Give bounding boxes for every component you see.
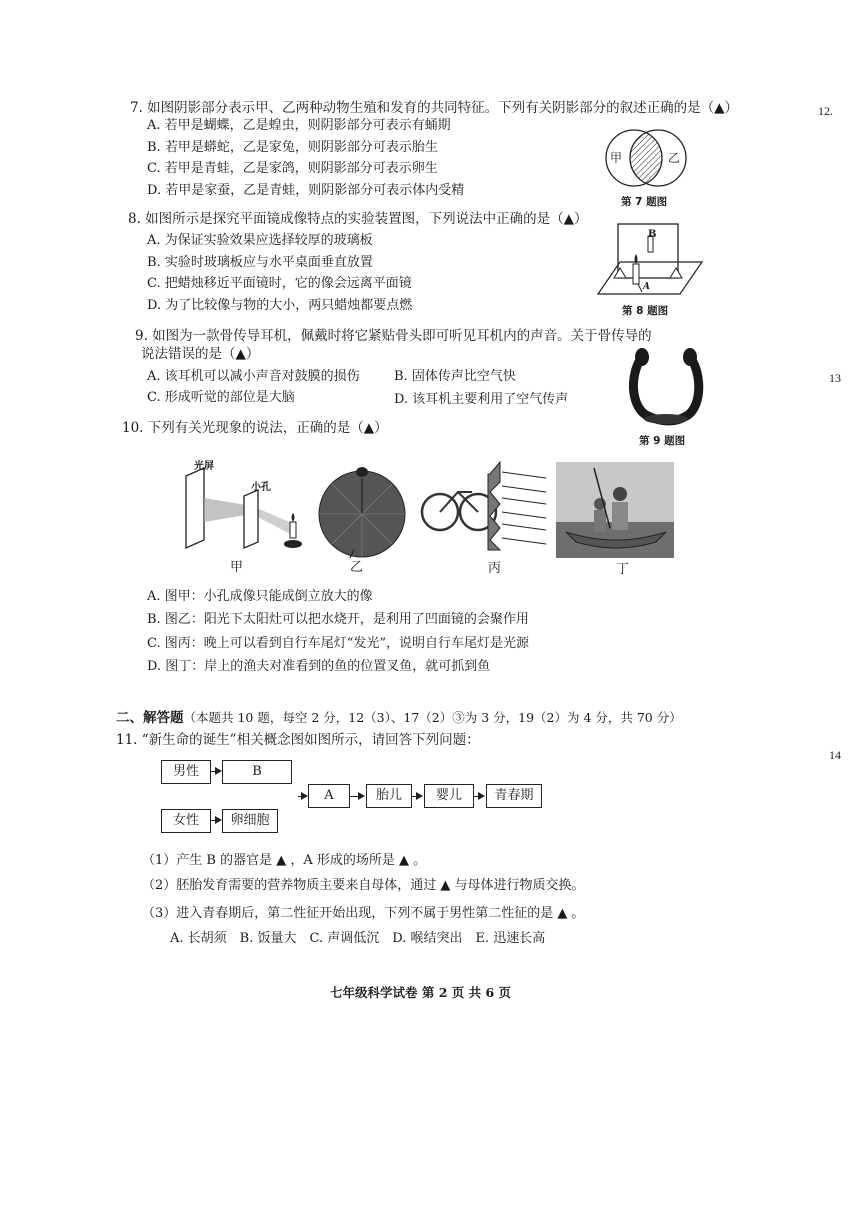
- concept-box-baby: 婴儿: [424, 784, 474, 808]
- pinhole-imaging-figure: [178, 462, 308, 554]
- q10-option-d: D. 图丁：岸上的渔夫对准看到的鱼的位置叉鱼，就可抓到鱼: [147, 659, 491, 674]
- bone-conduction-headphone-figure: [624, 343, 706, 427]
- section2-title: 二、解答题: [116, 710, 184, 726]
- q9-option-b: B. 固体传声比空气快: [394, 369, 516, 384]
- concept-box-female: 女性: [161, 809, 211, 833]
- panel-label-yi: 乙: [350, 560, 364, 575]
- q10-option-b: B. 图乙：阳光下太阳灶可以把水烧开，是利用了凹面镜的会聚作用: [147, 612, 529, 627]
- arrow-female-to-egg: [210, 820, 220, 821]
- solar-cooker-figure: [310, 460, 416, 558]
- q9-option-c: C. 形成听觉的部位是大脑: [147, 390, 295, 405]
- concept-box-male: 男性: [161, 760, 211, 784]
- q7-option-d: D. 若甲是家蚕，乙是青蛙，则阴影部分可表示体内受精: [147, 183, 465, 198]
- arrow-baby-to-youth: [473, 796, 483, 797]
- q9-caption: 第 9 题图: [639, 435, 686, 447]
- concept-box-egg: 卵细胞: [222, 809, 278, 833]
- q11-sub1: （1）产生 B 的器官是 ▲ ，A 形成的场所是 ▲ 。: [142, 853, 427, 868]
- mirror-label-b: B: [648, 229, 657, 240]
- panel-label-jia: 甲: [230, 560, 244, 575]
- section2-detail: （本题共 10 题，每空 2 分，12（3）、17（2）③为 3 分，19（2）为 4 分，共 70 分）: [183, 710, 682, 725]
- side-number-14: 14: [829, 748, 841, 762]
- q8-caption: 第 8 题图: [622, 305, 669, 317]
- mirror-label-a: A: [643, 282, 650, 292]
- concept-box-b: B: [222, 760, 292, 784]
- q10-stem: 10. 下列有关光现象的说法，正确的是（▲）: [122, 420, 388, 436]
- q10-option-a: A. 图甲：小孔成像只能成倒立放大的像: [147, 589, 373, 604]
- venn-label-left: 甲: [610, 151, 623, 165]
- q11-sub2: （2）胚胎发育需要的营养物质主要来自母体，通过 ▲ 与母体进行物质交换。: [142, 878, 585, 893]
- q8-option-c: C. 把蜡烛移近平面镜时，它的像会远离平面镜: [147, 276, 412, 291]
- concept-box-a: A: [308, 784, 350, 808]
- label-screen: 光屏: [194, 461, 214, 472]
- q8-option-d: D. 为了比较像与物的大小，两只蜡烛都要点燃: [147, 298, 413, 313]
- panel-label-bing: 丙: [488, 561, 502, 576]
- q8-stem: 8. 如图所示是探究平面镜成像特点的实验装置图，下列说法中正确的是（▲）: [128, 211, 588, 227]
- q11-stem: 11. “新生命的诞生”相关概念图如图所示，请回答下列问题：: [116, 732, 480, 748]
- q9-stem-line1: 9. 如图为一款骨传导耳机，佩戴时将它紧贴骨头即可听见耳机内的声音。关于骨传导的: [135, 328, 652, 344]
- q7-option-b: B. 若甲是蟒蛇，乙是家兔，则阴影部分可表示胎生: [147, 140, 438, 155]
- q9-stem-line2: 说法错误的是（▲）: [141, 346, 260, 362]
- arrow-into-a: [298, 796, 306, 797]
- section2-header: [116, 706, 682, 726]
- label-pinhole: 小孔: [251, 482, 271, 493]
- q7-option-a: A. 若甲是蝴蝶，乙是蝗虫，则阴影部分可表示有蛹期: [147, 118, 451, 133]
- q7-stem: 7. 如图阴影部分表示甲、乙两种动物生殖和发育的共同特征。下列有关阴影部分的叙述正确的是（▲）: [130, 100, 739, 116]
- fisherman-spearing-fish-figure: [556, 462, 674, 558]
- arrow-a-to-fetus: [349, 796, 363, 797]
- q7-caption: 第 7 题图: [621, 196, 668, 208]
- venn-label-right: 乙: [668, 151, 681, 165]
- q8-option-a: A. 为保证实验效果应选择较厚的玻璃板: [147, 233, 373, 248]
- side-number-13: 13: [829, 371, 841, 385]
- concept-box-fetus: 胎儿: [366, 784, 412, 808]
- page-footer: 七年级科学试卷 第 2 页 共 6 页: [330, 985, 512, 1000]
- concept-box-youth: 青春期: [486, 784, 542, 808]
- bicycle-tail-light-figure: [418, 452, 548, 558]
- q7-option-c: C. 若甲是青蛙，乙是家鸽，则阴影部分可表示卵生: [147, 161, 438, 176]
- arrow-fetus-to-baby: [411, 796, 421, 797]
- q11-sub3: （3）进入青春期后，第二性征开始出现，下列不属于男性第二性征的是 ▲ 。: [142, 906, 585, 921]
- arrow-male-to-b: [210, 771, 220, 772]
- panel-label-ding: 丁: [616, 562, 630, 577]
- q8-option-b: B. 实验时玻璃板应与水平桌面垂直放置: [147, 255, 373, 270]
- side-number-12: 12.: [818, 104, 833, 118]
- q9-option-d: D. 该耳机主要利用了空气传声: [394, 392, 569, 407]
- q11-sub3-options: A. 长胡须 B. 饭量大 C. 声调低沉 D. 喉结突出 E. 迅速长高: [170, 931, 546, 946]
- q10-option-c: C. 图丙：晚上可以看到自行车尾灯“发光”，说明自行车尾灯是光源: [147, 636, 530, 651]
- q9-option-a: A. 该耳机可以减小声音对鼓膜的损伤: [147, 369, 360, 384]
